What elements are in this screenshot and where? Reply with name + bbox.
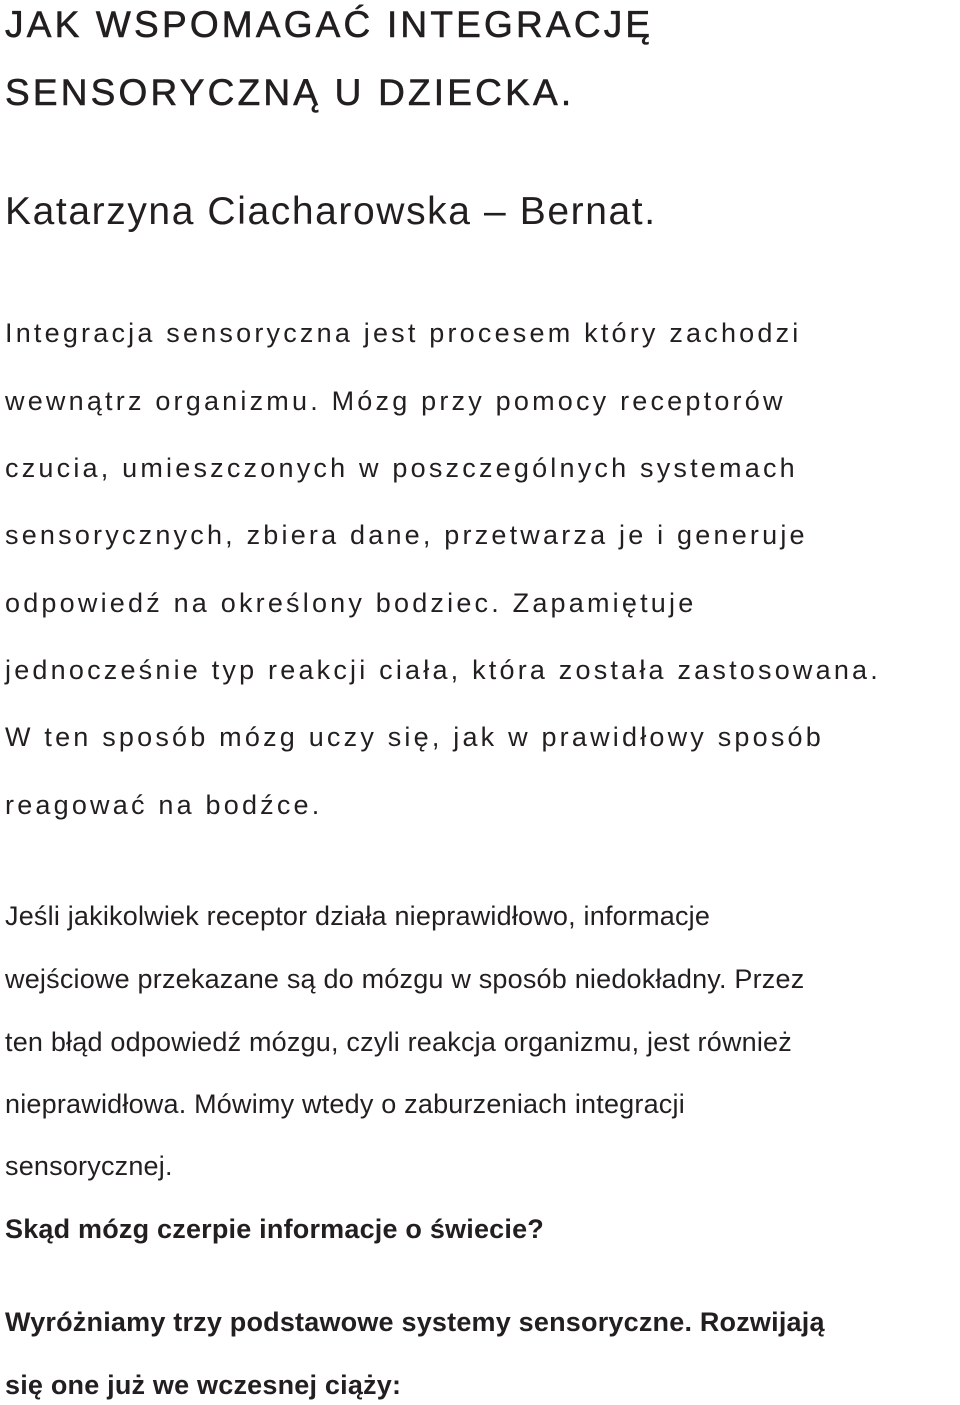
document-author: Katarzyna Ciacharowska – Bernat. (5, 190, 657, 233)
paragraph-2-line-5: sensorycznej. (5, 1151, 173, 1181)
paragraph-1-line-6: jednocześnie typ reakcji ciała, która została zastosowana. (5, 655, 881, 685)
paragraph-1-line-2: wewnątrz organizmu. Mózg przy pomocy receptorów (5, 386, 786, 416)
paragraph-1-line-7: W ten sposób mózg uczy się, jak w prawidłowy sposób (5, 722, 824, 752)
paragraph-2-line-1: Jeśli jakikolwiek receptor działa nieprawidłowo, informacje (5, 901, 711, 931)
paragraph-1-line-8: reagować na bodźce. (5, 790, 323, 820)
paragraph-1-line-3: czucia, umieszczonych w poszczególnych systemach (5, 453, 798, 483)
paragraph-1-line-5: odpowiedź na określony bodziec. Zapamiętuje (5, 588, 697, 618)
paragraph-1-line-4: sensorycznych, zbiera dane, przetwarza je i generuje (5, 520, 808, 550)
paragraph-1-line-1: Integracja sensoryczna jest procesem który zachodzi (5, 318, 802, 348)
paragraph-2-line-2: wejściowe przekazane są do mózgu w sposób niedokładny. Przez (5, 964, 805, 994)
paragraph-2-line-3: ten błąd odpowiedź mózgu, czyli reakcja organizmu, jest również (5, 1027, 792, 1057)
document-title-line-1: JAK WSPOMAGAĆ INTEGRACJĘ (5, 4, 654, 45)
document-title-line-2: SENSORYCZNĄ U DZIECKA. (5, 72, 575, 113)
paragraph-3-line-1: Wyróżniamy trzy podstawowe systemy sensoryczne. Rozwijają (5, 1307, 825, 1337)
paragraph-2-line-4: nieprawidłowa. Mówimy wtedy o zaburzeniach integracji (5, 1089, 685, 1119)
section-question: Skąd mózg czerpie informacje o świecie? (5, 1214, 544, 1244)
paragraph-3-line-2: się one już we wczesnej ciąży: (5, 1370, 402, 1400)
